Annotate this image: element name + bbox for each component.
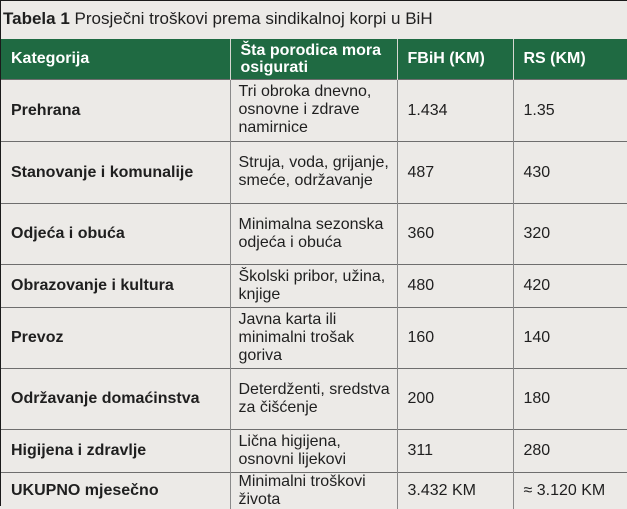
header-fbih: FBiH (KM) <box>397 39 513 79</box>
header-description: Šta porodica mora osigurati <box>230 39 397 79</box>
rs-value-cell: 430 <box>513 141 627 203</box>
table-row <box>1 307 627 368</box>
table-row <box>1 79 627 141</box>
header-rs: RS (KM) <box>513 39 627 79</box>
table-caption-label: Tabela 1 <box>3 9 70 28</box>
rs-value-cell: 420 <box>513 264 627 307</box>
category-cell: Prehrana <box>1 79 230 141</box>
cost-table <box>1 39 627 509</box>
description-cell: Lična higijena, osnovni lijekovi <box>230 429 397 472</box>
table-row <box>1 368 627 429</box>
description-cell: Školski pribor, užina, knjige <box>230 264 397 307</box>
table-caption-text: Prosječni troškovi prema sindikalnoj korpi u BiH <box>74 9 433 28</box>
rs-value-cell: 280 <box>513 429 627 472</box>
category-cell: UKUPNO mjesečno <box>1 472 230 509</box>
description-cell: Deterdženti, sredstva za čišćenje <box>230 368 397 429</box>
category-cell: Higijena i zdravlje <box>1 429 230 472</box>
category-cell: Odjeća i obuća <box>1 203 230 264</box>
description-cell: Minimalna sezonska odjeća i obuća <box>230 203 397 264</box>
fbih-value-cell: 487 <box>397 141 513 203</box>
category-cell: Održavanje domaćinstva <box>1 368 230 429</box>
rs-value-cell: 180 <box>513 368 627 429</box>
fbih-value-cell: 480 <box>397 264 513 307</box>
table-row-total <box>1 472 627 509</box>
fbih-value-cell: 311 <box>397 429 513 472</box>
table-row <box>1 141 627 203</box>
description-cell: Javna karta ili minimalni trošak goriva <box>230 307 397 368</box>
category-cell: Obrazovanje i kultura <box>1 264 230 307</box>
category-cell: Prevoz <box>1 307 230 368</box>
fbih-value-cell: 3.432 KM <box>397 472 513 509</box>
table-caption <box>1 1 627 39</box>
rs-value-cell: ≈ 3.120 KM <box>513 472 627 509</box>
category-cell: Stanovanje i komunalije <box>1 141 230 203</box>
fbih-value-cell: 1.434 <box>397 79 513 141</box>
table-row <box>1 203 627 264</box>
table-row <box>1 429 627 472</box>
fbih-value-cell: 200 <box>397 368 513 429</box>
description-cell: Struja, voda, grijanje, smeće, održavanje <box>230 141 397 203</box>
fbih-value-cell: 360 <box>397 203 513 264</box>
table-header <box>1 39 627 79</box>
rs-value-cell: 320 <box>513 203 627 264</box>
table-body <box>1 79 627 509</box>
header-row <box>1 39 627 79</box>
description-cell: Tri obroka dnevno, osnovne i zdrave namirnice <box>230 79 397 141</box>
header-category: Kategorija <box>1 39 230 79</box>
fbih-value-cell: 160 <box>397 307 513 368</box>
rs-value-cell: 140 <box>513 307 627 368</box>
rs-value-cell: 1.35 <box>513 79 627 141</box>
table-row <box>1 264 627 307</box>
description-cell: Minimalni troškovi života <box>230 472 397 509</box>
